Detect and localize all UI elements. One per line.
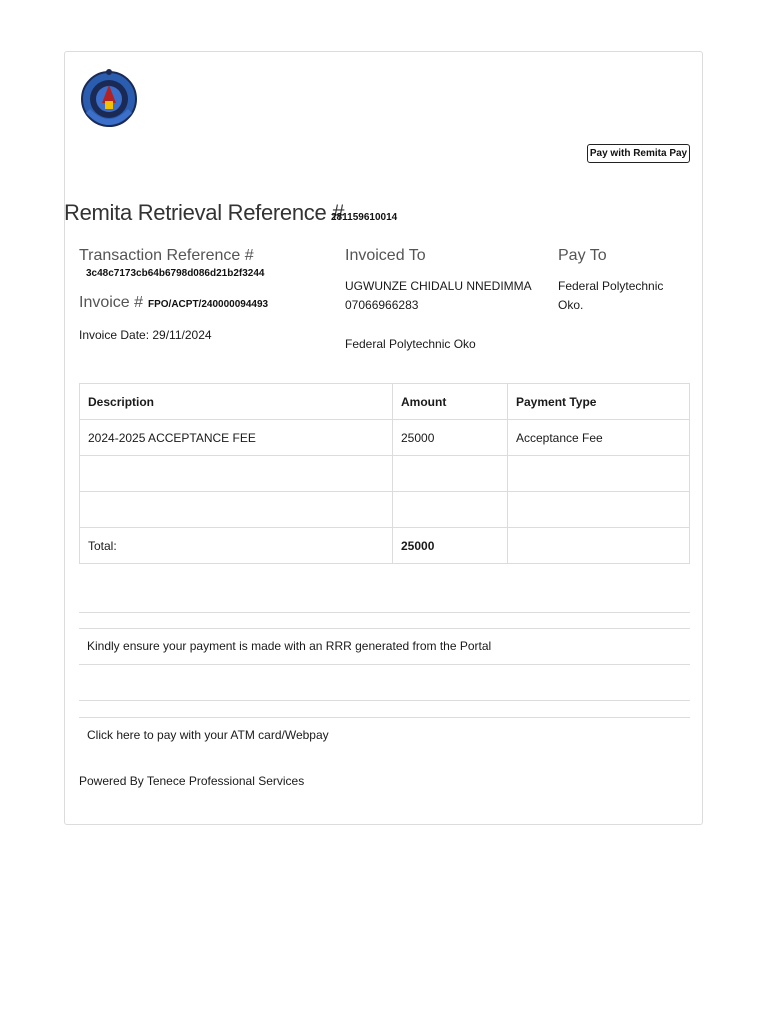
pay-with-remita-button[interactable]: Pay with Remita Pay xyxy=(587,144,690,163)
total-empty-cell xyxy=(508,528,690,564)
table-row xyxy=(80,492,690,528)
header-amount: Amount xyxy=(393,384,508,420)
divider xyxy=(79,628,690,629)
invoice-number-label: Invoice # xyxy=(79,294,144,311)
cell-description xyxy=(80,492,393,528)
header-payment-type: Payment Type xyxy=(508,384,690,420)
transaction-ref-label: Transaction Reference # xyxy=(79,247,254,264)
cell-payment-type xyxy=(508,492,690,528)
polytechnic-crest-icon xyxy=(80,63,138,139)
cell-payment-type: Acceptance Fee xyxy=(508,420,690,456)
table-row xyxy=(80,420,690,456)
pay-to-label: Pay To xyxy=(558,247,607,264)
cell-amount xyxy=(393,492,508,528)
transaction-ref-value: 3c48c7173cb64b6798d086d21b2f3244 xyxy=(86,268,265,279)
cell-description: 2024-2025 ACCEPTANCE FEE xyxy=(80,420,393,456)
invoice-table xyxy=(79,383,690,564)
divider xyxy=(79,664,690,665)
table-header-row xyxy=(80,384,690,420)
total-label: Total: xyxy=(80,528,393,564)
powered-by: Powered By Tenece Professional Services xyxy=(79,774,305,788)
divider xyxy=(79,700,690,701)
invoice-date: Invoice Date: 29/11/2024 xyxy=(79,328,212,342)
invoice-number-value: FPO/ACPT/240000094493 xyxy=(148,299,269,310)
rrr-notice: Kindly ensure your payment is made with an RRR generated from the Portal xyxy=(87,639,492,653)
divider xyxy=(79,612,690,613)
atm-webpay-link[interactable]: Click here to pay with your ATM card/Webpay xyxy=(87,728,329,742)
invoiced-to-label: Invoiced To xyxy=(345,247,426,264)
table-row xyxy=(80,456,690,492)
pay-to-line2: Oko. xyxy=(558,298,584,312)
rrr-label: Remita Retrieval Reference # xyxy=(64,200,345,225)
table-total-row xyxy=(80,528,690,564)
cell-amount xyxy=(393,456,508,492)
invoiced-to-name: UGWUNZE CHIDALU NNEDIMMA xyxy=(345,279,532,293)
header-description: Description xyxy=(80,384,393,420)
cell-amount: 25000 xyxy=(393,420,508,456)
total-value: 25000 xyxy=(393,528,508,564)
divider xyxy=(79,717,690,718)
cell-payment-type xyxy=(508,456,690,492)
rrr-value: 281159610014 xyxy=(331,212,398,223)
pay-to-line1: Federal Polytechnic xyxy=(558,279,664,293)
invoiced-to-institution: Federal Polytechnic Oko xyxy=(345,337,476,351)
cell-description xyxy=(80,456,393,492)
invoiced-to-phone: 07066966283 xyxy=(345,298,419,312)
